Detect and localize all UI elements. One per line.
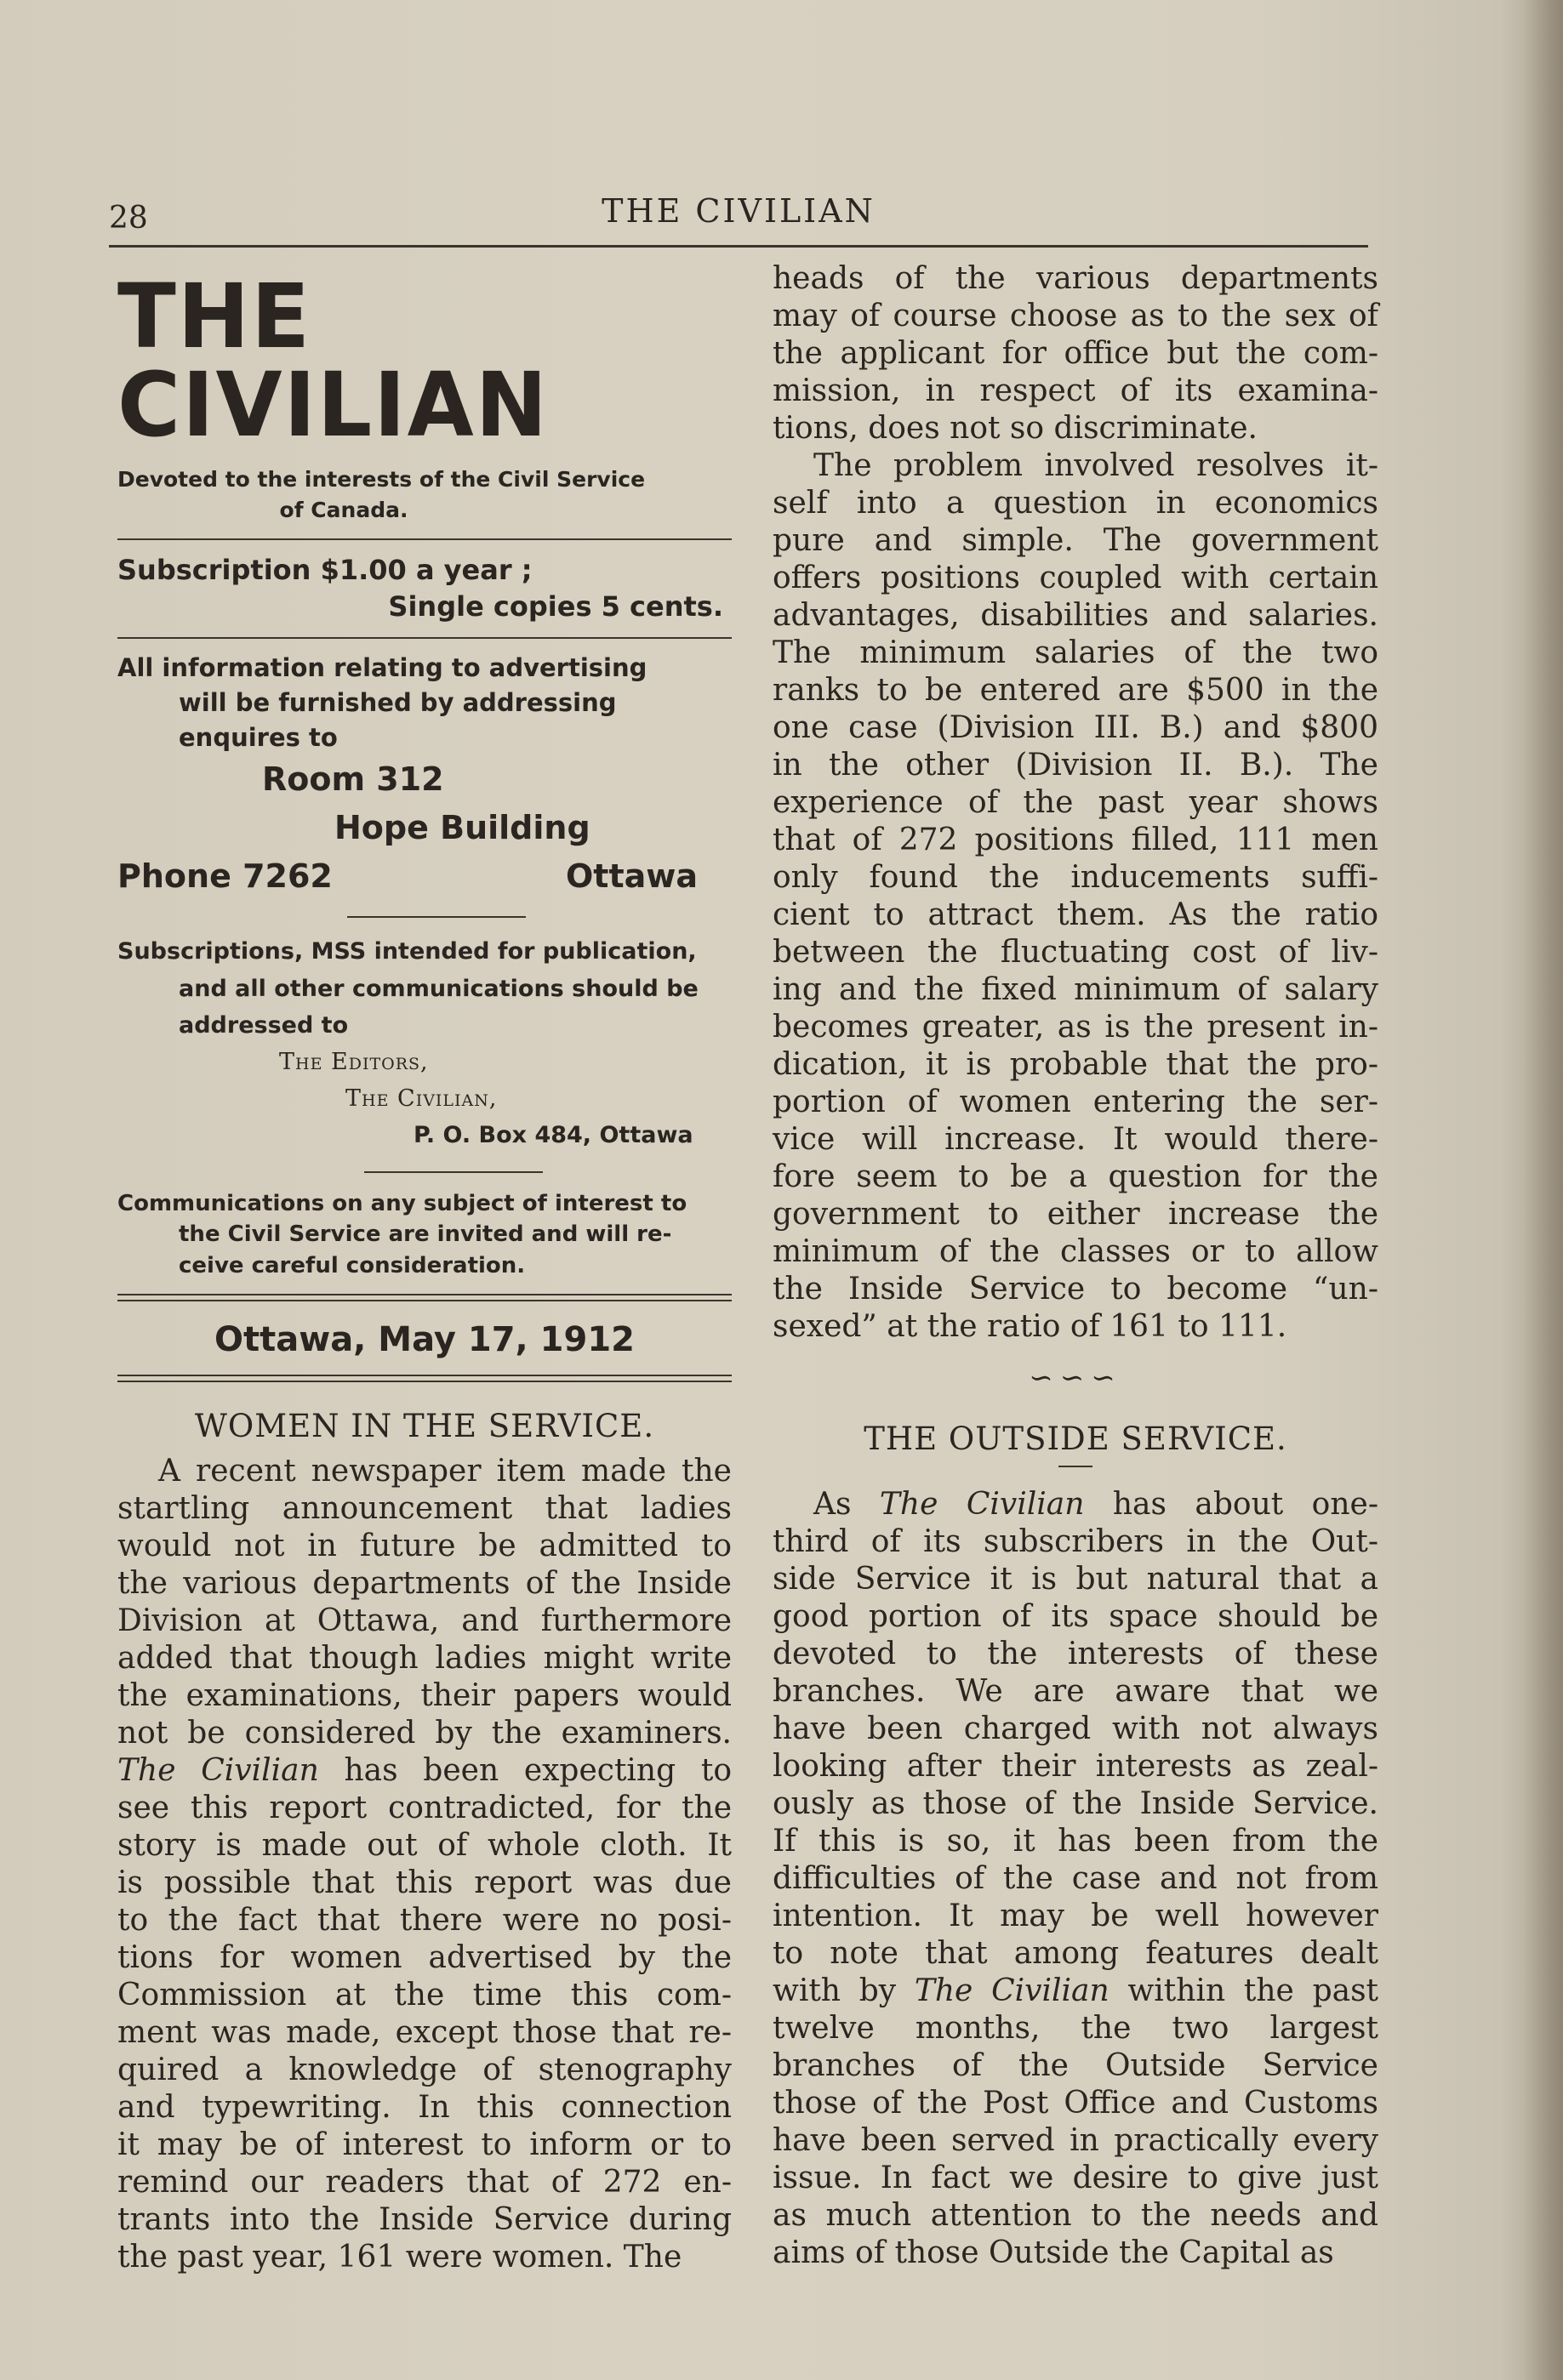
submissions-info — [117, 933, 732, 1153]
text-line: remind our readers that of 272 en- — [117, 2165, 732, 2201]
double-rule — [117, 1294, 732, 1301]
page-edge-shadow — [1524, 0, 1563, 2380]
text-line: would not in future be admitted to — [117, 1529, 732, 1564]
text-line: intention. It may be well however — [773, 1899, 1378, 1933]
text-line: see this report contradicted, for the — [117, 1791, 732, 1826]
text-line: looking after their interests as zeal- — [773, 1749, 1378, 1784]
text-line: experience of the past year shows — [773, 785, 1378, 820]
editors-line: The Editors, — [279, 1048, 429, 1075]
comm-line: Communications on any subject of interest to — [117, 1190, 687, 1216]
issue-dateline: Ottawa, May 17, 1912 — [214, 1320, 635, 1360]
text-line: advantages, disabilities and salaries. — [773, 598, 1378, 633]
subscription-price: Subscription $1.00 a year ; — [117, 553, 533, 586]
text-line: difficulties of the case and not from — [773, 1861, 1378, 1896]
text-line: the Inside Service to become “un- — [773, 1272, 1378, 1307]
divider — [117, 538, 732, 540]
single-copy-price: Single copies 5 cents. — [388, 589, 723, 623]
masthead-subtitle-line1: Devoted to the interests of the Civil Service — [117, 467, 646, 492]
text-line: good portion of its space should be — [773, 1599, 1378, 1634]
text-line: heads of the various departments — [773, 261, 1378, 296]
text-line: it may be of interest to inform or to — [117, 2127, 732, 2163]
text-line: issue. In fact we desire to give just — [773, 2161, 1378, 2195]
masthead-subtitle — [117, 464, 732, 527]
article-heading-women: WOMEN IN THE SERVICE. — [194, 1408, 655, 1445]
text-line: startling announcement that ladies — [117, 1491, 732, 1527]
text-line: with by The Civilian within the past — [773, 1973, 1379, 2008]
ad-info-line: will be furnished by addressing — [179, 688, 617, 718]
article-outside-text — [773, 1486, 1378, 2272]
room-number: Room 312 — [262, 760, 444, 799]
text-line: added that though ladies might write — [117, 1641, 732, 1677]
article-women-text-right-p1 — [773, 260, 1378, 447]
text-line: Commission at the time this com- — [117, 1978, 732, 2013]
comm-line: ceive careful consideration. — [179, 1253, 526, 1279]
text-line: the examinations, their papers would — [117, 1678, 732, 1714]
text-line: and typewriting. In this connection — [117, 2090, 732, 2126]
mss-line: Subscriptions, MSS intended for publication, — [117, 938, 697, 965]
communications-info — [117, 1188, 732, 1283]
masthead-title: THE CIVILIAN — [117, 265, 550, 457]
article-women-text-right-p2 — [773, 447, 1378, 1346]
text-line: sexed” at the ratio of 161 to 111. — [773, 1309, 1287, 1344]
text-line: the applicant for office but the com- — [773, 336, 1378, 371]
text-line: trants into the Inside Service during — [117, 2202, 732, 2238]
text-line: mission, in respect of its examina- — [773, 373, 1378, 408]
text-line: third of its subscribers in the Out- — [773, 1524, 1378, 1559]
double-rule — [117, 1375, 732, 1382]
mss-line: addressed to — [179, 1011, 349, 1039]
text-line: twelve months, the two largest — [773, 2011, 1378, 2046]
running-title: THE CIVILIAN — [602, 192, 876, 230]
advertising-info — [117, 651, 732, 756]
text-line: pure and simple. The government — [773, 523, 1378, 558]
text-line: vice will increase. It would there- — [773, 1122, 1378, 1157]
page-number: 28 — [109, 201, 148, 236]
text-line: offers positions coupled with certain — [773, 561, 1378, 595]
phone-city-row — [117, 852, 732, 901]
text-line: side Service it is but natural that a — [773, 1562, 1378, 1597]
text-line: The problem involved resolves it- — [813, 448, 1378, 483]
text-line: the past year, 161 were women. The — [117, 2240, 682, 2275]
text-line: may of course choose as to the sex of — [773, 299, 1378, 333]
city-name: Ottawa — [565, 857, 698, 896]
text-line: the various departments of the Inside — [117, 1566, 732, 1602]
text-line: between the fluctuating cost of liv- — [773, 935, 1378, 970]
right-column — [773, 260, 1378, 2272]
text-line: The Civilian has been expecting to — [117, 1753, 732, 1789]
text-line: dication, it is probable that the pro- — [773, 1047, 1378, 1082]
text-line: devoted to the interests of these — [773, 1637, 1378, 1671]
header-rule — [109, 245, 1368, 248]
text-line: only found the inducements suffi- — [773, 860, 1378, 895]
text-line: government to either increase the — [773, 1197, 1378, 1232]
text-line: minimum of the classes or to allow — [773, 1234, 1378, 1269]
subscription-info — [117, 552, 732, 625]
text-line: not be considered by the examiners. — [117, 1716, 732, 1751]
masthead-subtitle-line2: of Canada. — [279, 498, 408, 523]
paper-line: The Civilian, — [345, 1085, 498, 1113]
text-line: one case (Division III. B.) and $800 — [773, 710, 1378, 745]
divider — [364, 1171, 543, 1173]
text-line: branches of the Outside Service — [773, 2048, 1378, 2083]
running-head — [109, 189, 1368, 240]
mss-line: and all other communications should be — [179, 975, 699, 1002]
text-line: those of the Post Office and Customs — [773, 2086, 1378, 2121]
text-line: becomes greater, as is the present in- — [773, 1010, 1378, 1045]
section-ornament: ∽∽∽ — [1029, 1361, 1122, 1395]
text-line: ing and the fixed minimum of salary — [773, 972, 1378, 1007]
text-line: in the other (Division II. B.). The — [773, 748, 1378, 783]
text-line: branches. We are aware that we — [773, 1674, 1378, 1709]
phone-number: Phone 7262 — [117, 857, 333, 896]
building-name: Hope Building — [334, 809, 590, 847]
text-line: As The Civilian has about one- — [813, 1487, 1378, 1522]
comm-line: the Civil Service are invited and will re- — [179, 1221, 672, 1248]
text-line: self into a question in economics — [773, 486, 1378, 521]
text-line: portion of women entering the ser- — [773, 1085, 1378, 1119]
text-line: cient to attract them. As the ratio — [773, 897, 1378, 932]
text-line: story is made out of whole cloth. It — [117, 1828, 732, 1864]
article-women-text-left — [117, 1453, 732, 2276]
ad-info-line: All information relating to advertising — [117, 652, 647, 682]
text-line: have been served in practically every — [773, 2123, 1378, 2158]
text-line: to the fact that there were no posi- — [117, 1903, 732, 1939]
text-line: as much attention to the needs and — [773, 2198, 1378, 2233]
text-line: fore seem to be a question for the — [773, 1159, 1378, 1194]
office-address — [117, 755, 732, 901]
text-line: If this is so, it has been from the — [773, 1824, 1378, 1859]
text-line: quired a knowledge of stenography — [117, 2053, 732, 2088]
text-line: ranks to be entered are $500 in the — [773, 673, 1378, 708]
box-line: P. O. Box 484, Ottawa — [414, 1122, 693, 1149]
text-line: have been charged with not always — [773, 1711, 1378, 1746]
text-line: tions for women advertised by the — [117, 1940, 732, 1976]
ad-info-line: enquires to — [179, 723, 338, 753]
text-line: tions, does not so discriminate. — [773, 411, 1258, 446]
text-line: ously as those of the Inside Service. — [773, 1786, 1378, 1821]
text-line: ment was made, except those that re- — [117, 2015, 732, 2051]
text-line: A recent newspaper item made the — [158, 1454, 732, 1489]
divider — [347, 916, 526, 918]
divider — [117, 637, 732, 639]
text-line: The minimum salaries of the two — [773, 635, 1378, 670]
short-dash — [1058, 1466, 1092, 1467]
text-line: Division at Ottawa, and furthermore — [117, 1603, 732, 1639]
text-line: aims of those Outside the Capital as — [773, 2235, 1334, 2270]
text-line: that of 272 positions filled, 111 men — [773, 823, 1378, 857]
left-column — [117, 255, 732, 2276]
article-heading-outside: THE OUTSIDE SERVICE. — [864, 1421, 1287, 1457]
text-line: to note that among features dealt — [773, 1936, 1378, 1971]
text-line: is possible that this report was due — [117, 1865, 732, 1901]
